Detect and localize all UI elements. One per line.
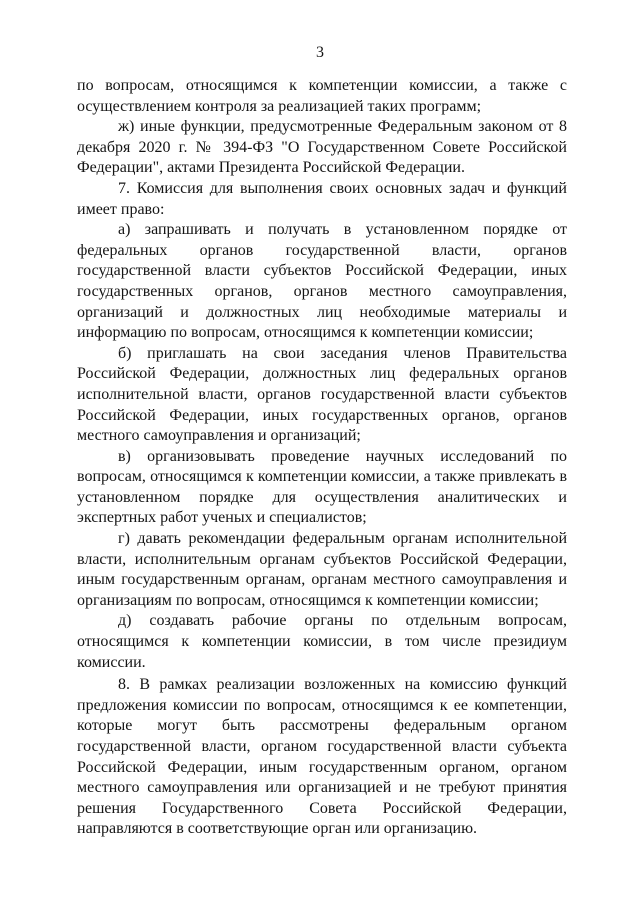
paragraph-continuation: по вопросам, относящимся к компетенции комиссии, а также с осуществлением контроля за реализацией таких программ; [77,77,567,115]
paragraph-item-zh: ж) иные функции, предусмотренные Федеральным законом от 8 декабря 2020 г. № 394-ФЗ "О Государственном Совете Российской Федерации", актами Президента Российской Федерации. [77,118,567,177]
paragraph-section-8: 8. В рамках реализации возложенных на комиссию функций предложения комиссии по вопросам, относящимся к ее компетенции, которые могут быть рассмотрены федеральным органом государственной власти, органом государственной власти субъекта Российской Федерации, иным государственным органом, органом местного самоуправления или организацией и не требуют принятия решения Государственного Совета Российской Федерации, направляются в соответствующие орган или организацию. [77,676,567,838]
paragraph-item-d: д) создавать рабочие органы по отдельным вопросам, относящимся к компетенции комиссии, в том числе президиум комиссии. [77,612,567,671]
paragraph-item-v: в) организовывать проведение научных исследований по вопросам, относящимся к компетенции комиссии, а также привлекать в установленном порядке для осуществления аналитических и экспертных работ ученых и специалистов; [77,447,567,527]
document-body [77,76,567,840]
paragraph-item-g: г) давать рекомендации федеральным органам исполнительной власти, исполнительным органам субъектов Российской Федерации, иным государственным органам, органам местного самоуправления и организациям по вопросам, относящимся к компетенции комиссии; [77,530,567,609]
page-number: 3 [316,44,324,61]
paragraph-item-b: б) приглашать на свои заседания членов Правительства Российской Федерации, должностных лиц федеральных органов исполнительной власти, органов государственной власти субъектов Российской Федерации, иных государственных органов, органов местного самоуправления и организаций; [77,344,567,445]
paragraph-item-a: а) запрашивать и получать в установленном порядке от федеральных органов государственной власти, органов государственной власти субъектов Российской Федерации, иных государственных органов, органов местного самоуправления, организаций и должностных лиц необходимые материалы и информацию по вопросам, относящимся к компетенции комиссии; [77,221,567,342]
paragraph-section-7: 7. Комиссия для выполнения своих основных задач и функций имеет право: [77,179,567,218]
